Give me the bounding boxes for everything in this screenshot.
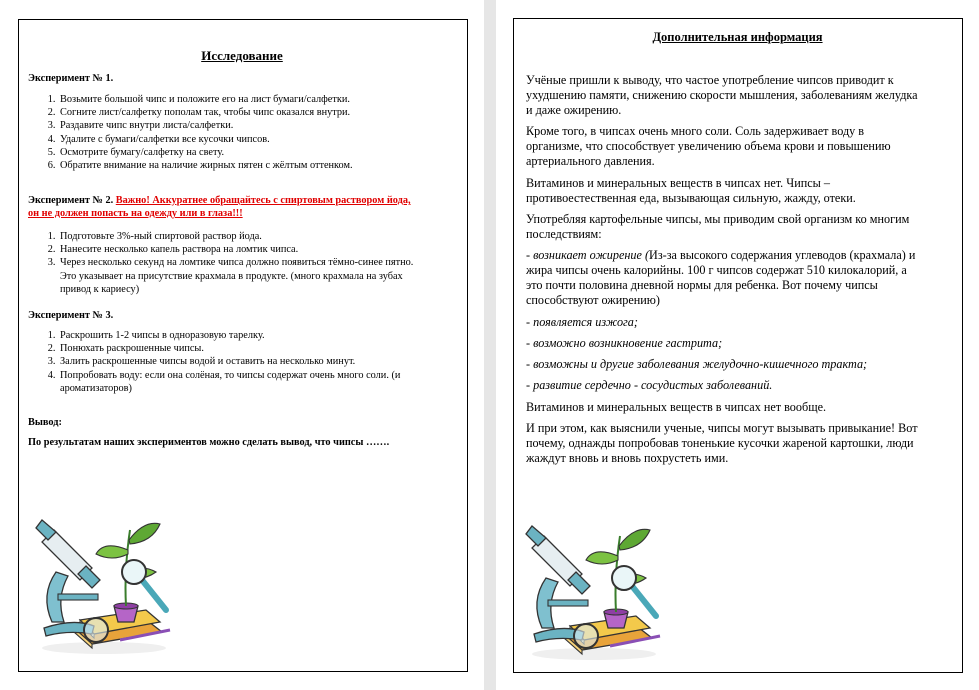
list-item: 2. Нанесите несколько капель раствора на ломтик чипса.	[58, 243, 478, 256]
exp2-heading: Эксперимент № 2.	[28, 195, 114, 206]
list-item: 1. Раскрошить 1-2 чипсы в одноразовую тарелку.	[58, 329, 478, 342]
bullet-gastritis: - возможно возникновение гастрита;	[526, 336, 723, 350]
paragraph-1: Учёные пришли к выводу, что частое употребление чипсов приводит к ухудшению памяти, снижению скорости мышления, заболеваниям желудка и даже ожирению.	[526, 73, 918, 117]
list-item: 5. Осмотрите бумагу/салфетку на свету.	[58, 146, 478, 159]
page-gap	[484, 0, 496, 690]
exp1-heading: Эксперимент № 1.	[28, 73, 114, 84]
list-item: 2. Понюхать раскрошенные чипсы.	[58, 342, 478, 355]
list-item: 6. Обратите внимание на наличие жирных пятен с жёлтым оттенком.	[58, 159, 478, 172]
exp1-steps	[28, 93, 478, 172]
exp2-warning-line2: он не должен попасть на одежду или в глаза!!!	[28, 208, 243, 219]
list-item: 4. Удалите с бумаги/салфетки все кусочки чипсов.	[58, 133, 478, 146]
paragraph-3: Витаминов и минеральных веществ в чипсах нет. Чипсы – противоестественная еда, вызывающая сильную, жажду, отеки.	[526, 176, 856, 205]
paragraph-7: И при этом, как выяснили ученые, чипсы могут вызывать привыкание! Вот почему, однажды попробовав тоненькие кусочки жареной картошки, люди жаждут вновь и вновь похрустеть ими.	[526, 421, 918, 465]
microscope-illustration-left	[34, 510, 184, 660]
list-item: 1. Возьмите большой чипс и положите его на лист бумаги/салфетки.	[58, 93, 478, 106]
exp2-steps	[28, 230, 478, 296]
list-item: 2. Согните лист/салфетку пополам так, чтобы чипс оказался внутри.	[58, 106, 478, 119]
paragraph-5: - возникает ожирение (Из-за высокого содержания углеводов (крахмала) и жира чипсы очень калорийны. 100 г чипсов содержат 510 килокалорий, а это почти половина дневной нормы для ребенка. Вот почему чипсы способствуют ожирению)	[526, 248, 916, 307]
page-title-left: Исследование	[201, 48, 283, 63]
bullet-heartburn: - появляется изжога;	[526, 315, 638, 329]
microscope-illustration-right	[524, 516, 674, 666]
list-item: 1. Подготовьте 3%-ный спиртовой раствор йода.	[58, 230, 478, 243]
list-item: 3. Залить раскрошенные чипсы водой и оставить на несколько минут.	[58, 355, 478, 368]
bullet-cardiovascular: - развитие сердечно - сосудистых заболеваний.	[526, 378, 773, 392]
page-title-right: Дополнительная информация	[652, 30, 823, 44]
conclusion-text: По результатам наших экспериментов можно сделать вывод, что чипсы …….	[28, 437, 390, 448]
exp3-steps	[28, 329, 478, 395]
conclusion-label: Вывод:	[28, 417, 62, 428]
list-item: 3. Через несколько секунд на ломтике чипса должно появиться тёмно-синее пятно. Это указывает на присутствие крахмала в продукте. (много крахмала на зубах привод к кариесу)	[58, 256, 478, 296]
bullet-gi-diseases: - возможны и другие заболевания желудочно-кишечного тракта;	[526, 357, 868, 371]
exp3-heading: Эксперимент № 3.	[28, 310, 114, 321]
exp2-heading-block	[28, 194, 468, 220]
list-item: 4. Попробовать воду: если она солёная, то чипсы содержат очень много соли. (и ароматизаторов)	[58, 369, 478, 395]
paragraph-2: Кроме того, в чипсах очень много соли. Соль задерживает воду в организме, что способствует увеличению объема крови и повышению артериального давления.	[526, 124, 891, 168]
exp2-warning-line1: Важно! Аккуратнее обращайтесь с спиртовым раствором йода,	[115, 195, 411, 206]
paragraph-4: Употребляя картофельные чипсы, мы приводим свой организм ко многим последствиям:	[526, 212, 910, 241]
paragraph-6: Витаминов и минеральных веществ в чипсах нет вообще.	[526, 400, 827, 414]
list-item: 3. Раздавите чипс внутри листа/салфетки.	[58, 119, 478, 132]
